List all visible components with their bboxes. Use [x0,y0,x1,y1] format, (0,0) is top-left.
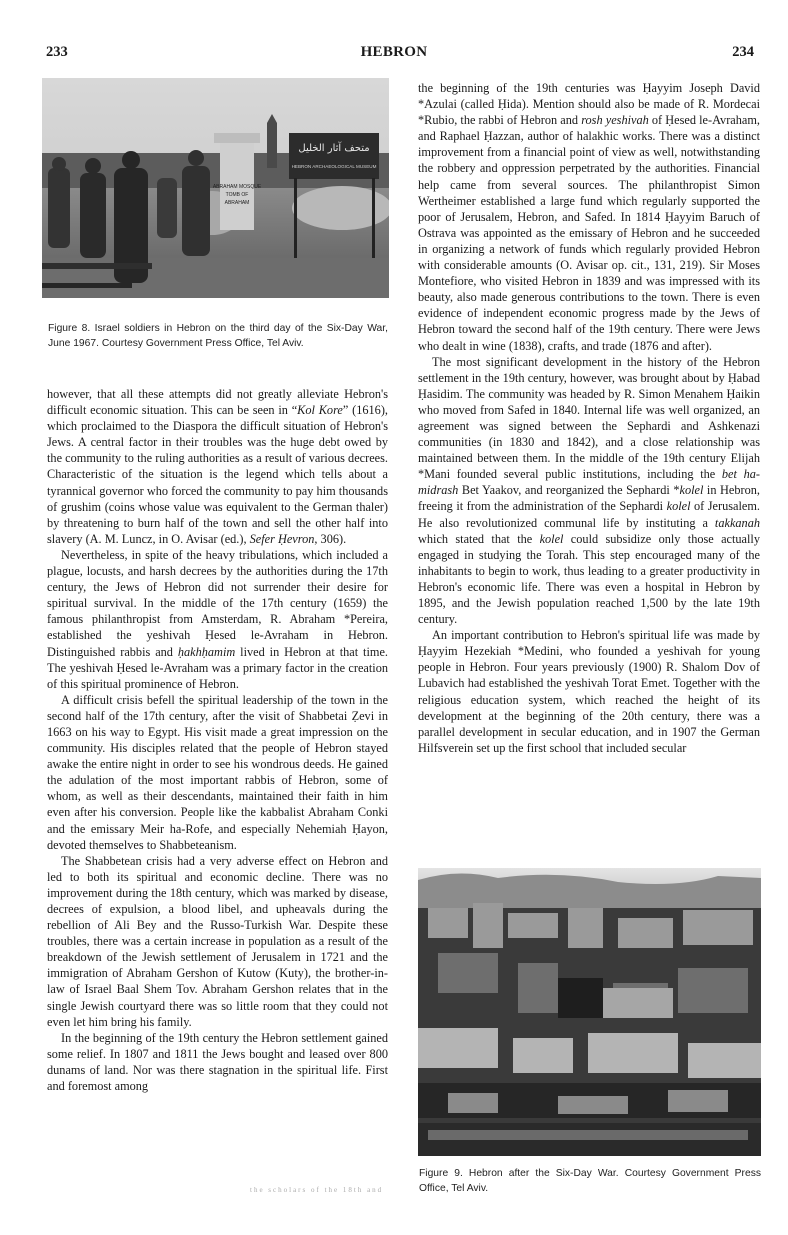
svg-text:TOMB OF: TOMB OF [225,192,249,198]
page-number-right: 234 [732,44,754,60]
paragraph: An important contribution to Hebron's spiritual life was made by Ḥayyim Hezekiah *Medini, who founded a yeshivah for young people in Hebron. Four years previously (1900) R. Shalom Dov of Lubavich had established the yeshivah Torat Emet. Together with the religious education system, which reached the height of its development at the beginning of the 20th century, there was a parallel development in secular education, and in 1907 the German Hilfsverein set up the first school that included secular [418,628,760,755]
paragraph: A difficult crisis befell the spiritual leadership of the town in the second half of the 17th century, after the visit of Shabbetai Ẓevi in 1663 on his way to Egypt. His visit made a great impression on the community. His disciples related that the people of Hebron stayed awake the entire night in order to see his wondrous deeds. He gained the adulation of the most important rabbis of Hebron, some of whom, as well as their descendants, maintained their faith in him even after his conversion. People like the kabbalist Abraham Conki and the emissary Meir ha-Rofe, and especially Nehemiah Ḥayon, devoted themselves to Shabbeteanism. [47,692,388,852]
right-text-column [418,80,760,756]
museum-sign-arabic: متحف آثار الخليل [298,143,370,154]
paragraph: In the beginning of the 19th century the Hebron settlement gained some relief. In 1807 and 1811 the Jews bought and leased over 800 dunams of land. Nor was there stagnation in the spiritual life. First and foremost among [47,1030,388,1094]
paragraph: The Shabbetean crisis had a very adverse effect on Hebron and led to both its spiritual and economic decline. There was no improvement during the 18th century, which was marked by disease, decrees of expulsion, a blood libel, and upheavals during the rebellion of Ali Bey and the Russo-Turkish War. Despite these troubles, there was a certain increase in population as a result of the breakdown of the Jewish settlement of Jerusalem in 1721 and the immigration of Abraham Gershon of Kutow (Kuty), the brother-in-law of Israel Baal Shem Tov. Abraham Gershon relates that in the single Jewish courtyard there was so little room that they could not even let him bring his family. [47,853,388,1029]
page-number-left: 233 [46,44,68,60]
cutoff-line: the scholars of the 18th and [250,1186,384,1194]
figure-9-caption: Figure 9. Hebron after the Six-Day War. Courtesy Government Press Office, Tel Aviv. [419,1168,761,1194]
left-text-column [47,386,388,1094]
paragraph: however, that all these attempts did not greatly alleviate Hebron's difficult economic situation. This can be seen in “Kol Kore” (1616), which proclaimed to the Diaspora the difficult situation of Hebron's Jews. A central factor in their troubles was the huge debt owed by the community to the ruling authorities as a result of various decrees. Characteristic of the situation is the legend which tells about a tyrannical governor who forced the community to pay him thousands of grushim (coins whose value was equivalent to the German thaler) by threatening to burn half of the town and sell the other half into slavery (A. M. Luncz, in O. Avisar (ed.), Sefer Ḥevron, 306). [47,387,388,546]
running-title: HEBRON [360,44,428,60]
paragraph: The most significant development in the history of the Hebron settlement in the 19th century, however, was brought about by Ḥabad Ḥasidim. The community was headed by R. Simon Menahem Ḥaikin who moved from Safed in 1840. Internal life was well organized, an agreement was signed between the Sephardi and Ashkenazi communities (in 1830 and 1842), and a close relationship was maintained between them. In the middle of the 19th century Elijah *Mani founded several public institutions, including the bet ha-midrash Bet Yaakov, and reorganized the Sephardi *kolel in Hebron, freeing it from the administration of the Sephardi kolel of Jerusalem. He also revolutionized communal life by instituting a takkanah which stated that the kolel could subsidize only those actually engaged in studying the Torah. This step encouraged many of the inhabitants to begin to work, thus leading to a greater productivity in Hebron's economic life. There was even a hospital in Hebron by 1895, and the Jewish population reached 1,500 by the late 19th century. [418,354,761,627]
museum-sign-english: HEBRON ARCHAEOLOGICAL MUSEUM [291,164,377,169]
figure-9-photo [418,868,761,1156]
paragraph: Nevertheless, in spite of the heavy tribulations, which included a plague, locusts, and harsh decrees by the authorities during the 17th century, the Jews of Hebron did not surrender their desire for spiritual survival. In the middle of the 17th century (1659) the famous philanthropist from Amsterdam, R. Abraham *Pereira, established the yeshivah Ḥesed le-Avraham in Hebron. Distinguished rabbis and ḥakhḥamim lived in Hebron at that time. The yeshivah Ḥesed le-Avraham was a primary factor in the creation of this spiritual prominence of Hebron. [47,547,388,691]
figure-8-caption: Figure 8. Israel soldiers in Hebron on the third day of the Six-Day War, June 1967. Courtesy Government Press Office, Tel Aviv. [48,323,388,349]
monument-text: ABRAHAM MOSQUE [212,184,262,190]
figure-8-photo [42,78,389,298]
svg-text:ABRAHAM: ABRAHAM [224,200,250,206]
paragraph: the beginning of the 19th centuries was Ḥayyim Joseph David *Azulai (called Ḥida). Mention should also be made of R. Mordecai *Rubio, the rabbi of Hebron and rosh yeshivah of Ḥesed le-Avraham, and Raphael Ḥazzan, author of halakhic works. There was a distinct improvement from a financial point of view as well, notwithstanding the robbery and oppression perpetrated by the authorities. Financial help came from several sources. The philanthropist Simon Wertheimer established a large fund which regularly supported the poor of Jerusalem, Hebron, and Safed. In 1814 Ḥayyim Baruch of Ostrava was appointed as the emissary of Hebron and he succeeded in organizing a network of funds which regularly provided Hebron with considerable amounts (O. Avisar op. cit., 131, 219). Sir Moses Montefiore, who visited Hebron in 1839 and was impressed with its beauty, also made generous contributions to the town. There is even evidence of independent economic progress made by the Jews of Hebron toward the second half of the 19th century. There were Jews who dealt in wine (1838), crafts, and trade (1876 and after). [418,81,760,353]
